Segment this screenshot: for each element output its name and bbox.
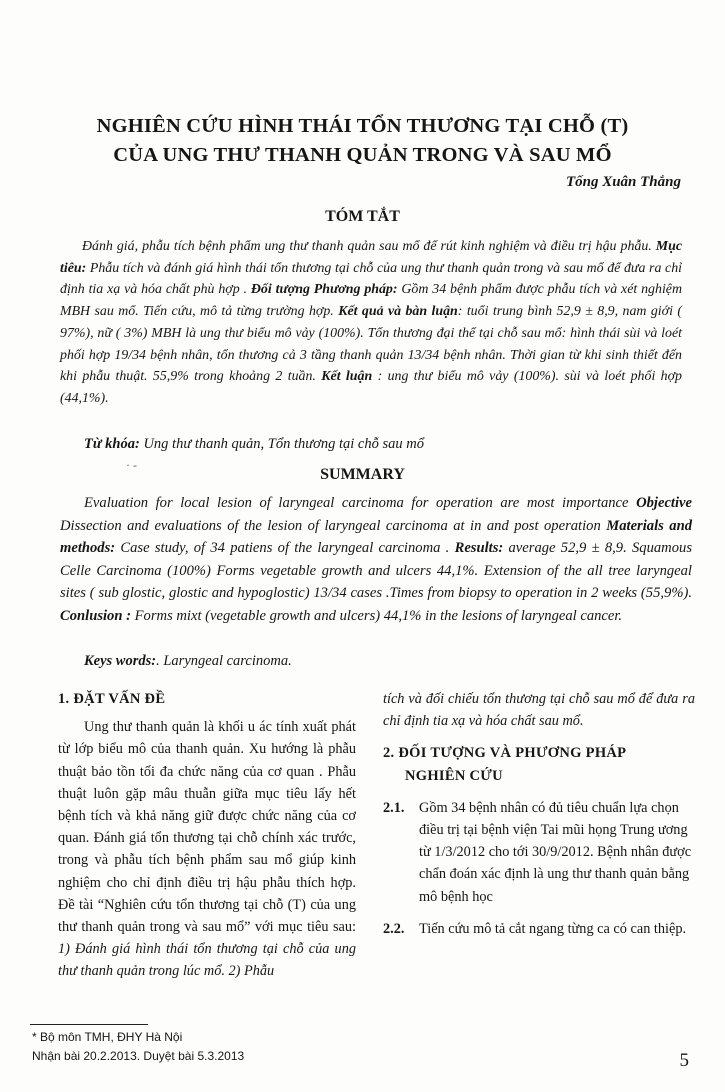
body-column-right (383, 688, 695, 940)
keywords-vi-text: Ung thư thanh quản, Tổn thương tại chỗ sau mổ (139, 436, 424, 452)
section-1-text: Ung thư thanh quản là khối u ác tính xuất phát từ lớp biểu mô của thanh quản. Xu hướng là phẫu thuật bảo tồn tối đa chức năng của cơ quan . Phẫu thuật luôn gặp mâu thuẫn giữa mục tiêu lấy hết bệnh tích và khả năng giữ được chức năng của cơ quan. Đánh giá tổn thương tại chỗ chính xác trước, trong và phẫu tích bệnh phẩm sau mổ giúp kinh nghiệm cho chỉ định điều trị hậu phẫu thích hợp. Đề tài “Nghiên cứu tổn thương tại chỗ (T) của ung thư thanh quản trong và sau mổ” với mục tiêu sau: 1) Đánh giá hình thái tổn thương tại chỗ của ung thư thanh quản trong lúc mổ. 2) Phẫu (58, 719, 356, 980)
item-number: 2.2. (383, 920, 405, 937)
label-objective: Mục tiêu: (60, 239, 682, 276)
footnote-divider (30, 1024, 148, 1025)
footnote-dates: Nhận bài 20.2.2013. Duyệt bài 5.3.2013 (32, 1049, 245, 1063)
keywords-en-label: Keys words: (84, 653, 157, 669)
list-item (383, 918, 695, 940)
abstract-vi-heading: TÓM TẮT (325, 208, 400, 225)
section-2-title-line-1: 2. ĐỐI TƯỢNG VÀ PHƯƠNG PHÁP (383, 745, 627, 762)
label-results-en: Results: (454, 540, 504, 557)
keywords-en (84, 653, 292, 670)
abstract-en (60, 492, 692, 628)
item-number: 2.1. (383, 799, 405, 816)
abstract-vi (60, 236, 682, 410)
label-objective-en: Objective (636, 495, 692, 511)
section-2-title-line-2: NGHIÊN CỨU (405, 767, 503, 784)
section-1-title: 1. ĐẶT VẤN ĐỀ (58, 691, 166, 707)
keywords-en-text: . Laryngeal carcinoma. (156, 653, 292, 669)
keywords-vi (84, 436, 424, 453)
list-item (383, 797, 695, 908)
page-number: 5 (679, 1050, 689, 1071)
stray-mark: · - (126, 458, 137, 472)
footnote-affiliation: * Bộ môn TMH, ĐHY Hà Nội (32, 1030, 183, 1044)
item-text: Tiến cứu mô tả cắt ngang từng ca có can thiệp. (419, 920, 687, 937)
paper-title (30, 112, 695, 170)
title-line-1: NGHIÊN CỨU HÌNH THÁI TỔN THƯƠNG TẠI CHỖ (T) (96, 115, 629, 137)
label-results: Kết quả và bàn luận (338, 304, 458, 320)
body-column-left (58, 688, 356, 983)
title-line-2: CỦA UNG THƯ THANH QUẢN TRONG VÀ SAU MỔ (113, 144, 612, 166)
summary-heading: SUMMARY (320, 466, 405, 483)
section-1-continuation: tích và đối chiếu tổn thương tại chỗ sau mổ để đưa ra chỉ định tia xạ và hóa chất sau mổ. (383, 691, 695, 730)
abstract-vi-paragraph: Đánh giá, phẫu tích bệnh phẩm ung thư thanh quản sau mổ để rút kinh nghiệm và điều trị hậu phẫu. Mục tiêu: Phẫu tích và đánh giá hình thái tổn thương tại chỗ của ung thư thanh quản trong và sau mổ để đưa ra chỉ định tia xạ và hóa chất phù hợp . Đối tượng Phương pháp: Gồm 34 bệnh phẩm được phẫu tích và xét nghiệm MBH sau mổ. Tiến cứu, mô tả từng trường hợp. Kết quả và bàn luận: tuổi trung bình 52,9 ± 8,9, nam giới ( 97%), nữ ( 3%) MBH là ung thư biểu mô vảy (100%). Tổn thương đại thể tại chỗ sau mổ: hình thái sùi và loét phối hợp 19/34 bệnh nhân, tổn thương cả 3 tầng thanh quản 13/34 bệnh nhân. Thời gian từ khi sinh thiết đến khi phẫu thuật. 55,9% trong khoảng 2 tuần. Kết luận : ung thư biểu mô vảy (100%). sùi và loét phối hợp (44,1%). (60, 239, 682, 406)
abstract-en-paragraph: Evaluation for local lesion of laryngeal carcinoma for operation are most importance Objective Dissection and evaluations of the lesion of laryngeal carcinoma at in and post operation Materials and methods: Case study, of 34 patiens of the laryngeal carcinoma . Results: average 52,9 ± 8,9. Squamous Celle Carcinoma (100%) Forms vegetable growth and ulcers 44,1%. Extension of the all tree laryngeal sites ( sub glostic, glostic and hypoglostic) 13/34 cases .Times from biopsy to operation in 2 weeks (55,9%). Conlusion : Forms mixt (vegetable growth and ulcers) 44,1% in the lesions of laryngeal cancer. (60, 495, 693, 624)
label-conclusion-en: Conlusion : (60, 607, 131, 624)
label-methods: Đối tượng Phương pháp: (250, 282, 398, 298)
label-methods-en: Materials and methods: (60, 517, 693, 557)
label-conclusion: Kết luận (321, 369, 373, 385)
keywords-vi-label: Từ khóa: (84, 436, 140, 452)
item-text: Gồm 34 bệnh nhân có đủ tiêu chuẩn lựa chọn điều trị tại bệnh viện Tai mũi họng Trung ương từ 1/3/2012 cho tới 30/9/2012. Bệnh nhân được chẩn đoán xác định là ung thư thanh quản bằng mô bệnh học (419, 799, 692, 905)
author-name: Tống Xuân Thắng (565, 174, 681, 190)
